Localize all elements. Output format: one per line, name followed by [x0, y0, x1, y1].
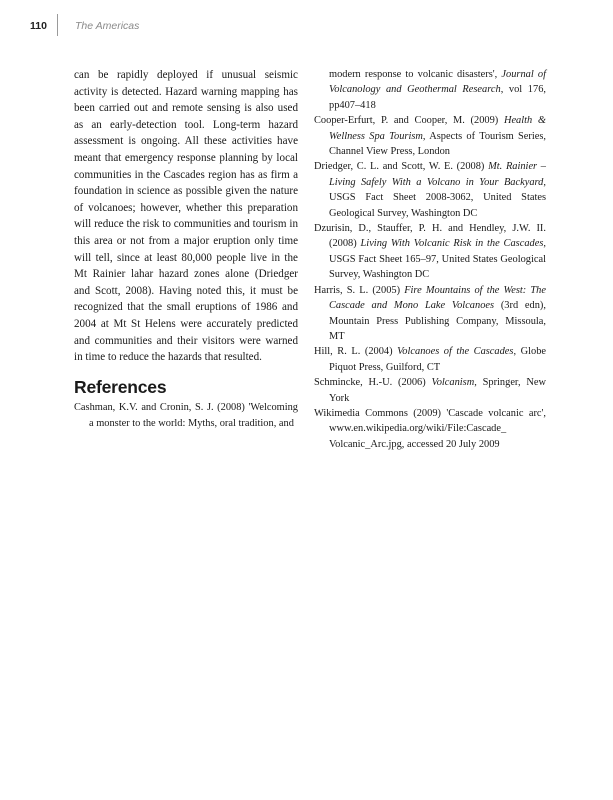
- reference-publisher: , Springer, New York: [329, 377, 546, 404]
- reference-authors: Hill, R. L. (2004): [314, 346, 398, 358]
- reference-text: , vol 176, pp407–418: [329, 84, 546, 111]
- reference-publisher: , Globe Piquot Press, Guilford, CT: [329, 346, 547, 373]
- reference-publisher: (3rd edn), Mountain Press Publishing Company, Missoula, MT: [329, 300, 546, 342]
- reference-title: Health & Wellness Spa Tourism: [329, 115, 546, 142]
- running-section-title: The Americas: [75, 20, 140, 32]
- reference-text: Wikimedia Commons (2009) 'Cascade volcanic arc', www.en.wikipedia.org/wiki/File:Cascade_ Volcanic_Arc.jpg, accessed 20 July 2009: [314, 407, 546, 450]
- header-divider: [57, 14, 58, 36]
- reference-hill: [314, 344, 546, 375]
- reference-text: modern response to volcanic disasters',: [329, 69, 502, 80]
- reference-publisher: , Aspects of Tourism Series, Channel View Press, London: [329, 130, 546, 158]
- reference-title: Mt. Rainier – Living Safely With a Volcano in Your Backyard: [329, 161, 547, 188]
- reference-journal: Journal of Volcanology and Geothermal Research: [329, 69, 546, 96]
- reference-dzurisin: [314, 221, 546, 283]
- reference-title: Fire Mountains of the West: The Cascade and Mono Lake Volcanoes: [329, 284, 546, 312]
- reference-authors: Schmincke, H.-U. (2006): [314, 377, 432, 389]
- right-column: [314, 67, 546, 452]
- reference-title: Volcanoes of the Cascades: [397, 346, 514, 358]
- reference-title: Volcanism: [431, 377, 475, 389]
- reference-wikimedia: [314, 406, 546, 452]
- body-paragraph: can be rapidly deployed if unusual seismic activity is detected. Hazard warning mapping has been carried out and remote sensing is also used as an early-detection tool. Long-term hazard assessment is ongoing. All these activities have meant that emergency response planning by local communities in the Cascades region has as firm a foundation in science as possible given the nature of volcanoes; however, whether this preparation will reduce the risk to communities and tourism in this area or not from a major eruption only time will tell, since at least 80,000 people live in the Mt Rainier lahar hazard zones alone (Driedger and Scott, 2008). Having noted this, it must be recognized that the small eruptions of 1986 and 2004 at Mt St Helens were accurately predicted and communities and their visitors were warned in time to reduce the hazards that resulted.: [74, 69, 298, 364]
- reference-publisher: , USGS Fact Sheet 2008-3062, United States Geological Survey, Washington DC: [329, 176, 546, 219]
- reference-authors: Harris, S. L. (2005): [314, 284, 405, 296]
- reference-authors: Dzurisin, D., Stauffer, P. H. and Hendley, J.W. II. (2008): [314, 223, 546, 250]
- reference-cooper-erfurt: [314, 113, 546, 159]
- page-number: 110: [30, 20, 47, 32]
- reference-publisher: , USGS Fact Sheet 165–97, United States Geological Survey, Washington DC: [329, 238, 546, 281]
- reference-title: Living With Volcanic Risk in the Cascades: [360, 238, 544, 250]
- reference-schmincke: [314, 375, 546, 406]
- reference-authors: Driedger, C. L. and Scott, W. E. (2008): [314, 161, 489, 173]
- references-heading: References: [74, 376, 167, 397]
- reference-text: Cashman, K.V. and Cronin, S. J. (2008) 'Welcoming a monster to the world: Myths, oral tradition, and: [74, 401, 298, 429]
- reference-driedger: [314, 159, 546, 221]
- left-column: [74, 67, 298, 432]
- reference-authors: Cooper-Erfurt, P. and Cooper, M. (2009): [314, 115, 504, 127]
- reference-cashman-continued: [314, 67, 546, 113]
- reference-harris: [314, 283, 546, 345]
- reference-cashman: [74, 400, 298, 432]
